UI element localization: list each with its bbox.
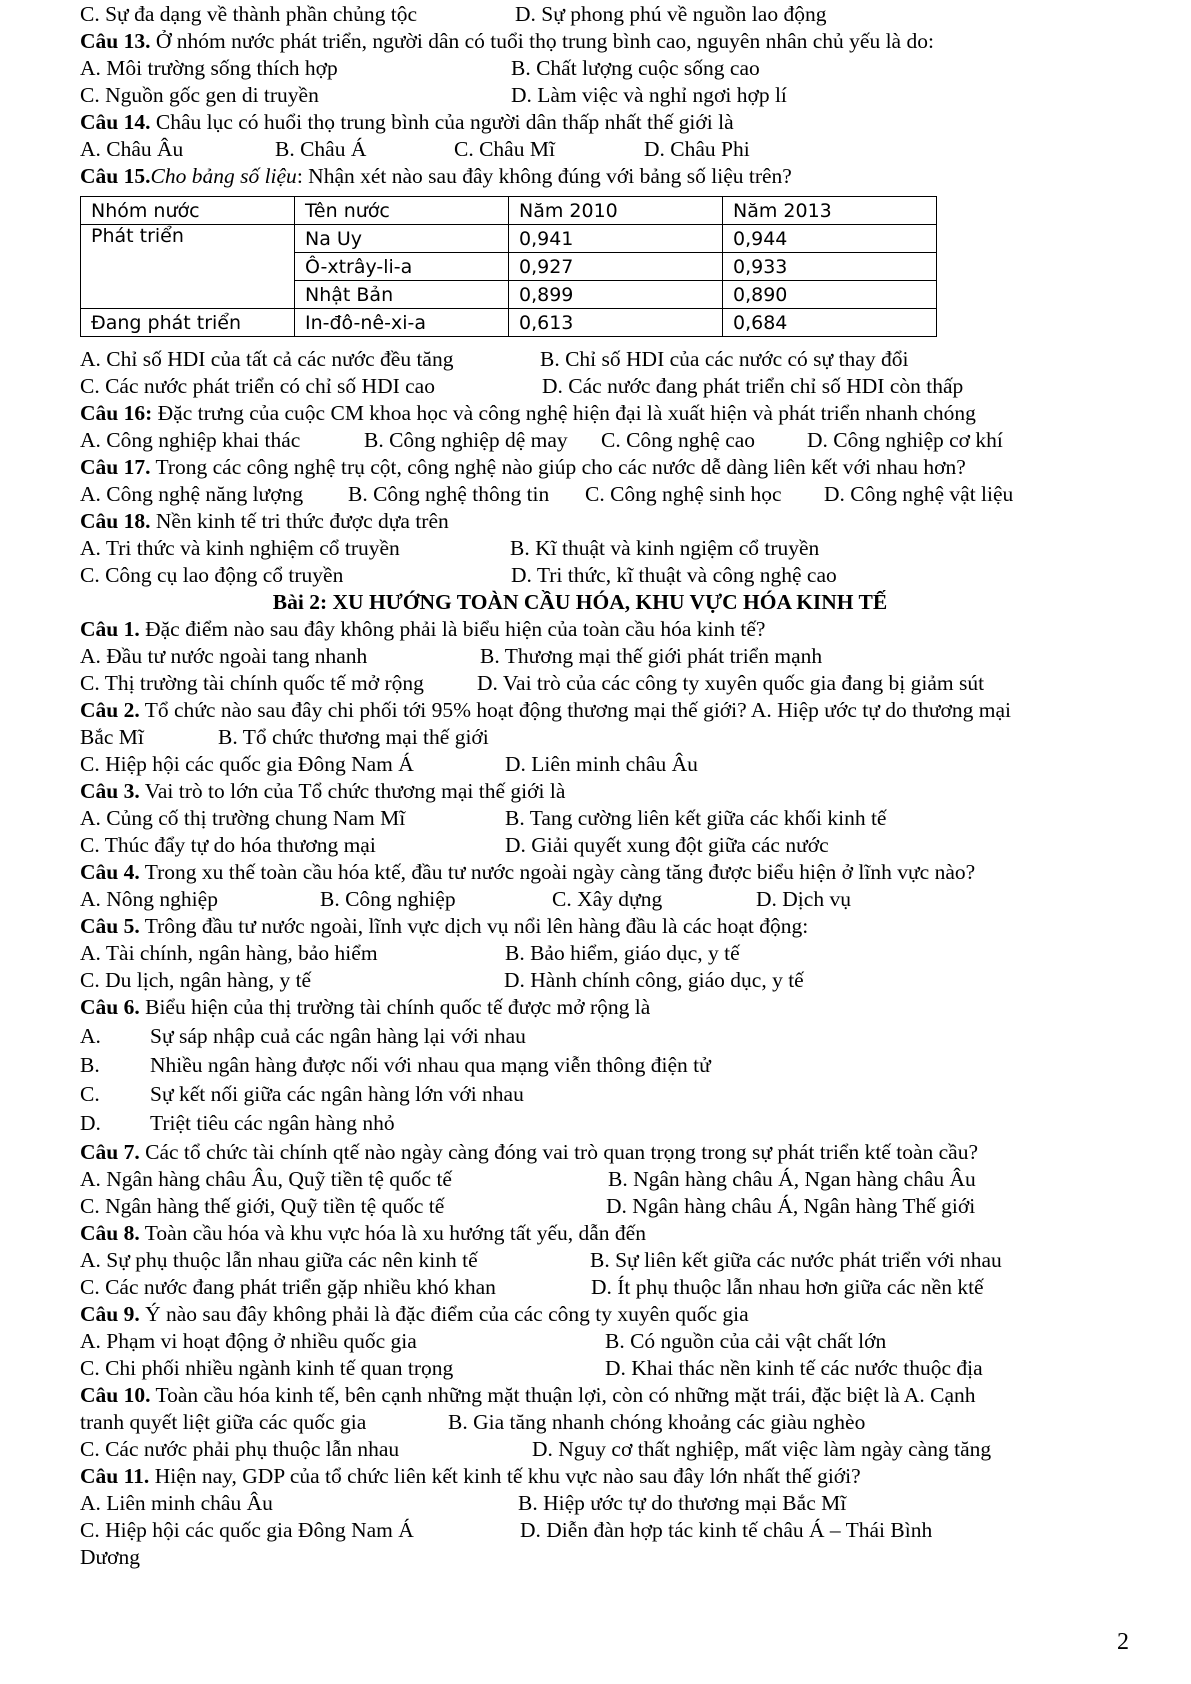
option-c: C. Chi phối nhiều ngành kinh tế quan trọng [80, 1356, 454, 1380]
option-b: B. Công nghiệp [320, 887, 456, 911]
question-text: Các tổ chức tài chính qtế nào ngày càng đóng vai trò quan trọng trong sự phát triển ktế toàn cầu? [139, 1140, 978, 1164]
answer-row [80, 1516, 933, 1544]
option-d: D. Giải quyết xung đột giữa các nước [505, 833, 829, 857]
option-c: C. Sự đa dạng về thành phần chủng tộc [80, 2, 418, 26]
option-b: B. Gia tăng nhanh chóng khoảng các giàu nghèo [448, 1410, 866, 1434]
answer-row [80, 561, 837, 589]
option-c: C. Ngân hàng thế giới, Quỹ tiền tệ quốc tế [80, 1194, 445, 1218]
option-a: A. Châu Âu [80, 137, 184, 161]
option-c-label: C. [80, 1082, 100, 1106]
answer-row [80, 1022, 526, 1050]
option-b: B. Tổ chức thương mại thế giới [218, 725, 489, 749]
answer-row [80, 81, 787, 109]
answer-row [80, 1435, 992, 1463]
question-label: Câu 4. [80, 860, 140, 884]
option-c: Sự kết nối giữa các ngân hàng lớn với nhau [150, 1082, 524, 1106]
option-b: Nhiều ngân hàng được nối với nhau qua mạng viễn thông điện tử [150, 1053, 711, 1077]
option-a: Sự sáp nhập cuả các ngân hàng lại với nhau [150, 1024, 526, 1048]
option-c: C. Hiệp hội các quốc gia Đông Nam Á [80, 1518, 414, 1542]
option-a: A. Củng cố thị trường chung Nam Mĩ [80, 806, 406, 830]
option-c: C. Các nước đang phát triển gặp nhiều khó khan [80, 1275, 496, 1299]
option-d: D. Châu Phi [644, 137, 750, 161]
table-cell: 0,899 [509, 281, 723, 309]
question-b4 [80, 858, 975, 886]
option-b-label: B. [80, 1053, 100, 1077]
question-label: Câu 11. [80, 1464, 150, 1488]
option-c: C. Châu Mĩ [454, 137, 555, 161]
answer-row [80, 1327, 887, 1355]
question-17 [80, 453, 966, 481]
answer-row [80, 804, 887, 832]
question-b6 [80, 993, 650, 1021]
question-label: Câu 8. [80, 1221, 140, 1245]
group-cell: Đang phát triển [81, 309, 295, 337]
option-a: A. Nông nghiệp [80, 887, 218, 911]
option-c: C. Các nước phải phụ thuộc lẫn nhau [80, 1437, 400, 1461]
answer-row [80, 0, 827, 28]
table-cell: Nhật Bản [295, 281, 509, 309]
answer-row [80, 135, 750, 163]
option-b: B. Chỉ số HDI của các nước có sự thay đổi [540, 347, 909, 371]
option-d: D. Tri thức, kĩ thuật và công nghệ cao [511, 563, 837, 587]
option-d: D. Sự phong phú về nguồn lao động [515, 2, 827, 26]
option-b: B. Ngân hàng châu Á, Ngan hàng châu Âu [608, 1167, 976, 1191]
answer-row [80, 1080, 524, 1108]
header-cell: Năm 2010 [509, 197, 723, 225]
option-c: C. Xây dựng [552, 887, 663, 911]
answer-row [80, 372, 964, 400]
option-b: B. Công nghệ thông tin [348, 482, 550, 506]
question-label: Câu 17. [80, 455, 151, 479]
answer-row [80, 345, 909, 373]
option-a: A. Chỉ số HDI của tất cả các nước đều tăng [80, 347, 454, 371]
table-cell: 0,684 [723, 309, 937, 337]
question-text: Ý nào sau đây không phải là đặc điểm của các công ty xuyên quốc gia [139, 1302, 749, 1326]
answer-row [80, 885, 851, 913]
answer-row [80, 1408, 866, 1436]
answer-row [80, 1192, 976, 1220]
question-label: Câu 7. [80, 1140, 140, 1164]
hdi-table [80, 196, 937, 337]
answer-row [80, 534, 820, 562]
answer-row [80, 1165, 976, 1193]
question-b8 [80, 1219, 646, 1247]
option-a: A. Tri thức và kinh nghiệm cổ truyền [80, 536, 400, 560]
table-header-row [81, 197, 937, 225]
question-text: Toàn cầu hóa kinh tế, bên cạnh những mặt thuận lợi, còn có những mặt trái, đặc biệt là A. Cạnh [150, 1383, 976, 1407]
answer-row [80, 966, 804, 994]
option-d: D. Vai trò của các công ty xuyên quốc gia đang bị giảm sút [477, 671, 985, 695]
group-cell: Phát triển [81, 225, 295, 309]
question-text: Đặc điểm nào sau đây không phải là biểu hiện của toàn cầu hóa kinh tế? [139, 617, 766, 641]
option-d: D. Công nghệ vật liệu [824, 482, 1014, 506]
question-b9 [80, 1300, 749, 1328]
option-b: B. Thương mại thế giới phát triển mạnh [480, 644, 823, 668]
option-a: A. Phạm vi hoạt động ở nhiều quốc gia [80, 1329, 417, 1353]
option-b: B. Bảo hiểm, giáo dục, y tế [505, 941, 740, 965]
option-a: A. Công nghiệp khai thác [80, 428, 301, 452]
question-b7 [80, 1138, 978, 1166]
table-cell: Na Uy [295, 225, 509, 253]
question-label: Câu 9. [80, 1302, 140, 1326]
answer-row [80, 831, 829, 859]
option-a-label: A. [80, 1024, 101, 1048]
option-b: B. Kĩ thuật và kinh ngiệm cổ truyền [510, 536, 820, 560]
option-b: B. Sự liên kết giữa các nước phát triển với nhau [590, 1248, 1002, 1272]
option-d: D. Hành chính công, giáo dục, y tế [504, 968, 804, 992]
question-b3 [80, 777, 565, 805]
question-label: Câu 6. [80, 995, 140, 1019]
answer-row [80, 723, 489, 751]
answer-row [80, 426, 1003, 454]
option-a: A. Sự phụ thuộc lẫn nhau giữa các nên kinh tế [80, 1248, 478, 1272]
question-b10 [80, 1381, 976, 1409]
question-label: Câu 2. [80, 698, 140, 722]
option-a: A. Công nghệ năng lượng [80, 482, 304, 506]
option-b: B. Có nguồn của cải vật chất lớn [605, 1329, 887, 1353]
answer-row [80, 642, 823, 670]
question-15 [80, 162, 792, 190]
question-16 [80, 399, 976, 427]
header-cell: Năm 2013 [723, 197, 937, 225]
question-italic: Cho bảng số liệu [150, 164, 297, 188]
header-cell: Nhóm nước [81, 197, 295, 225]
option-c: C. Các nước phát triển có chỉ số HDI cao [80, 374, 435, 398]
question-b1 [80, 615, 765, 643]
question-text: Ở nhóm nước phát triển, người dân có tuổi thọ trung bình cao, nguyên nhân chủ yếu là do: [150, 29, 934, 53]
answer-row [80, 54, 760, 82]
option-d: D. Nguy cơ thất nghiệp, mất việc làm ngày càng tăng [532, 1437, 992, 1461]
table-cell: 0,927 [509, 253, 723, 281]
option-a: A. Tài chính, ngân hàng, bảo hiểm [80, 941, 378, 965]
option-c: C. Du lịch, ngân hàng, y tế [80, 968, 312, 992]
option-c: C. Thúc đẩy tự do hóa thương mại [80, 833, 376, 857]
option-d: Triệt tiêu các ngân hàng nhỏ [150, 1111, 395, 1135]
table-cell: Ô-xtrây-li-a [295, 253, 509, 281]
question-text: Hiện nay, GDP của tổ chức liên kết kinh tế khu vực nào sau đây lớn nhất thế giới? [149, 1464, 861, 1488]
question-text: Biểu hiện của thị trường tài chính quốc tế được mở rộng là [139, 995, 651, 1019]
answer-row [80, 750, 698, 778]
question-text: Toàn cầu hóa và khu vực hóa là xu hướng tất yếu, dẫn đến [139, 1221, 646, 1245]
answer-row [80, 1051, 711, 1079]
option-d-label: D. [80, 1111, 101, 1135]
option-d: D. Khai thác nền kinh tế các nước thuộc địa [605, 1356, 983, 1380]
question-text: Vai trò to lớn của Tổ chức thương mại thế giới là [139, 779, 566, 803]
option-c: C. Công nghệ sinh học [585, 482, 782, 506]
question-label: Câu 13. [80, 29, 151, 53]
option-c: C. Hiệp hội các quốc gia Đông Nam Á [80, 752, 414, 776]
option-d: D. Ngân hàng châu Á, Ngân hàng Thế giới [606, 1194, 976, 1218]
question-text: : Nhận xét nào sau đây không đúng với bảng số liệu trên? [296, 164, 792, 188]
answer-row [80, 1489, 847, 1517]
option-d: D. Làm việc và nghỉ ngơi hợp lí [511, 83, 787, 107]
table-row [81, 225, 937, 253]
answer-row [80, 1273, 984, 1301]
question-label: Câu 15. [80, 164, 151, 188]
option-b: B. Hiệp ước tự do thương mại Bắc Mĩ [518, 1491, 847, 1515]
option-a-cont: Bắc Mĩ [80, 725, 144, 749]
answer-row [80, 669, 985, 697]
option-d: D. Các nước đang phát triển chỉ số HDI còn thấp [542, 374, 964, 398]
option-d: D. Ít phụ thuộc lẫn nhau hơn giữa các nền ktế [591, 1275, 984, 1299]
table-cell: 0,941 [509, 225, 723, 253]
option-b: B. Công nghiệp dệ may [364, 428, 568, 452]
question-text: Tổ chức nào sau đây chi phối tới 95% hoạt động thương mại thế giới? A. Hiệp ước tự do thương mại [139, 698, 1011, 722]
option-c: C. Công nghệ cao [601, 428, 756, 452]
option-d-cont: Dương [80, 1545, 141, 1569]
question-label: Câu 16: [80, 401, 153, 425]
answer-row [80, 1109, 395, 1137]
question-text: Trong xu thế toàn cầu hóa ktế, đầu tư nước ngoài ngày càng tăng được biểu hiện ở lĩnh vực nào? [139, 860, 976, 884]
question-label: Câu 14. [80, 110, 151, 134]
question-b11 [80, 1462, 861, 1490]
option-d: D. Công nghiệp cơ khí [807, 428, 1003, 452]
option-d: D. Dịch vụ [756, 887, 851, 911]
question-14 [80, 108, 734, 136]
question-label: Câu 5. [80, 914, 140, 938]
option-d: D. Liên minh châu Âu [505, 752, 698, 776]
question-label: Câu 1. [80, 617, 140, 641]
option-c: C. Nguồn gốc gen di truyền [80, 83, 319, 107]
answer-row [80, 1246, 1002, 1274]
option-b: B. Chất lượng cuộc sống cao [511, 56, 760, 80]
option-a: A. Ngân hàng châu Âu, Quỹ tiền tệ quốc tế [80, 1167, 452, 1191]
question-label: Câu 18. [80, 509, 151, 533]
question-text: Đặc trưng của cuộc CM khoa học và công nghệ hiện đại là xuất hiện và phát triển nhanh chóng [152, 401, 976, 425]
question-18 [80, 507, 449, 535]
table-cell: 0,890 [723, 281, 937, 309]
option-a: A. Đầu tư nước ngoài tang nhanh [80, 644, 368, 668]
question-13 [80, 27, 934, 55]
question-text: Trong các công nghệ trụ cột, công nghệ nào giúp cho các nước dễ dàng liên kết với nhau hơn? [150, 455, 966, 479]
option-a: A. Liên minh châu Âu [80, 1491, 273, 1515]
lesson-title: Bài 2: XU HƯỚNG TOÀN CẦU HÓA, KHU VỰC HÓA KINH TẾ [272, 590, 888, 614]
question-label: Câu 10. [80, 1383, 151, 1407]
header-cell: Tên nước [295, 197, 509, 225]
answer-row [80, 1354, 983, 1382]
question-b5 [80, 912, 808, 940]
table-cell: 0,613 [509, 309, 723, 337]
option-b: B. Châu Á [275, 137, 367, 161]
question-label: Câu 3. [80, 779, 140, 803]
answer-row [80, 939, 740, 967]
question-b2 [80, 696, 1011, 724]
question-text: Trông đầu tư nước ngoài, lĩnh vực dịch vụ nổi lên hàng đầu là các hoạt động: [139, 914, 809, 938]
answer-continuation [80, 1543, 140, 1571]
answer-row [80, 480, 1014, 508]
table-cell: In-đô-nê-xi-a [295, 309, 509, 337]
table-cell: 0,944 [723, 225, 937, 253]
question-text: Châu lục có huổi thọ trung bình của người dân thấp nhất thế giới là [150, 110, 734, 134]
option-a-cont: tranh quyết liệt giữa các quốc gia [80, 1410, 367, 1434]
table-row [81, 309, 937, 337]
option-b: B. Tang cường liên kết giữa các khối kinh tế [505, 806, 887, 830]
option-c: C. Thị trường tài chính quốc tế mở rộng [80, 671, 424, 695]
option-c: C. Công cụ lao động cổ truyền [80, 563, 344, 587]
question-text: Nền kinh tế tri thức được dựa trên [150, 509, 449, 533]
page-number: 2 [1117, 1629, 1129, 1655]
table-cell: 0,933 [723, 253, 937, 281]
option-a: A. Môi trường sống thích hợp [80, 56, 338, 80]
option-d: D. Diễn đàn hợp tác kinh tế châu Á – Thái Bình [520, 1518, 933, 1542]
